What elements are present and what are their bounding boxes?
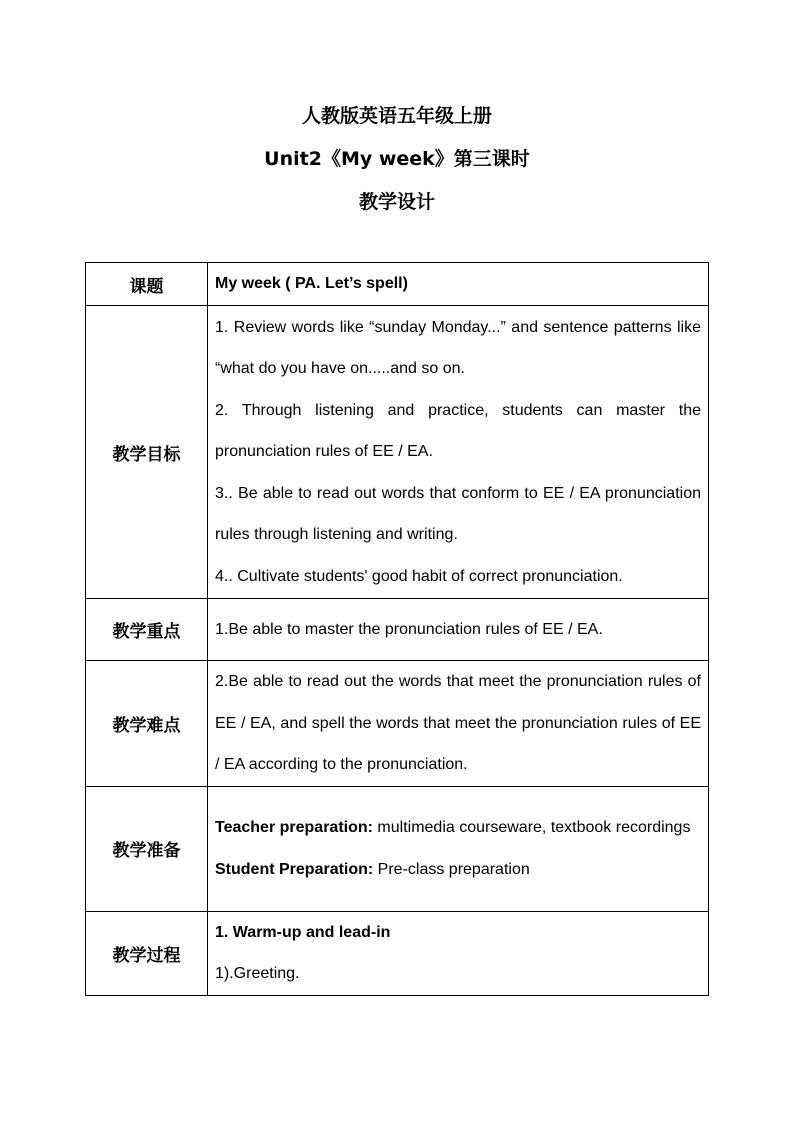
process-step-title: 1. Warm-up and lead-in [215, 923, 391, 941]
preparation-cell [208, 786, 709, 911]
table-row-goals [86, 306, 709, 599]
teacher-preparation [215, 807, 701, 849]
key-points-label: 教学重点 [86, 599, 208, 661]
student-preparation-text: Pre-class preparation [373, 860, 530, 878]
goal-item: 1. Review words like “sunday Monday...” and sentence patterns like “what do you have on.....and so on. [215, 318, 701, 378]
topic-value: My week ( PA. Let’s spell) [215, 275, 408, 293]
document-title-design: 教学设计 [358, 191, 435, 213]
process-label: 教学过程 [86, 911, 208, 995]
table-row-difficulties [86, 661, 709, 787]
document-title-textbook: 人教版英语五年级上册 [301, 105, 492, 127]
goal-item: 2. Through listening and practice, students can master the pronunciation rules of EE / EA. [215, 401, 701, 461]
student-preparation [215, 849, 701, 891]
process-cell [208, 911, 709, 995]
difficulties-text: 2.Be able to read out the words that meet the pronunciation rules of EE / EA, and spell the words that meet the pronunciation rules of EE / EA according to the pronunciation. [215, 673, 701, 773]
lesson-plan-table [85, 262, 709, 996]
difficulties-cell [208, 661, 709, 787]
document-title-unit: Unit2《My week》第三课时 [264, 148, 530, 170]
goals-label: 教学目标 [86, 306, 208, 599]
teacher-preparation-label: Teacher preparation: [215, 819, 373, 836]
key-points-text: 1.Be able to master the pronunciation rules of EE / EA. [215, 620, 603, 638]
table-row-process [86, 911, 709, 995]
goal-item: 4.. Cultivate students' good habit of correct pronunciation. [215, 567, 623, 585]
key-points-cell [208, 599, 709, 661]
teacher-preparation-text: multimedia courseware, textbook recordings [372, 819, 691, 836]
document-title-block [0, 104, 794, 214]
table-row-key-points [86, 599, 709, 661]
table-row-topic [86, 263, 709, 306]
goals-cell [208, 306, 709, 599]
preparation-label: 教学准备 [86, 786, 208, 911]
student-preparation-label: Student Preparation: [215, 860, 374, 878]
goal-item: 3.. Be able to read out words that conform to EE / EA pronunciation rules through listening and writing. [215, 484, 701, 544]
table-row-preparation [86, 786, 709, 911]
process-step-item: 1).Greeting. [215, 965, 300, 982]
topic-cell [208, 263, 709, 306]
topic-label: 课题 [86, 263, 208, 306]
difficulties-label: 教学难点 [86, 661, 208, 787]
